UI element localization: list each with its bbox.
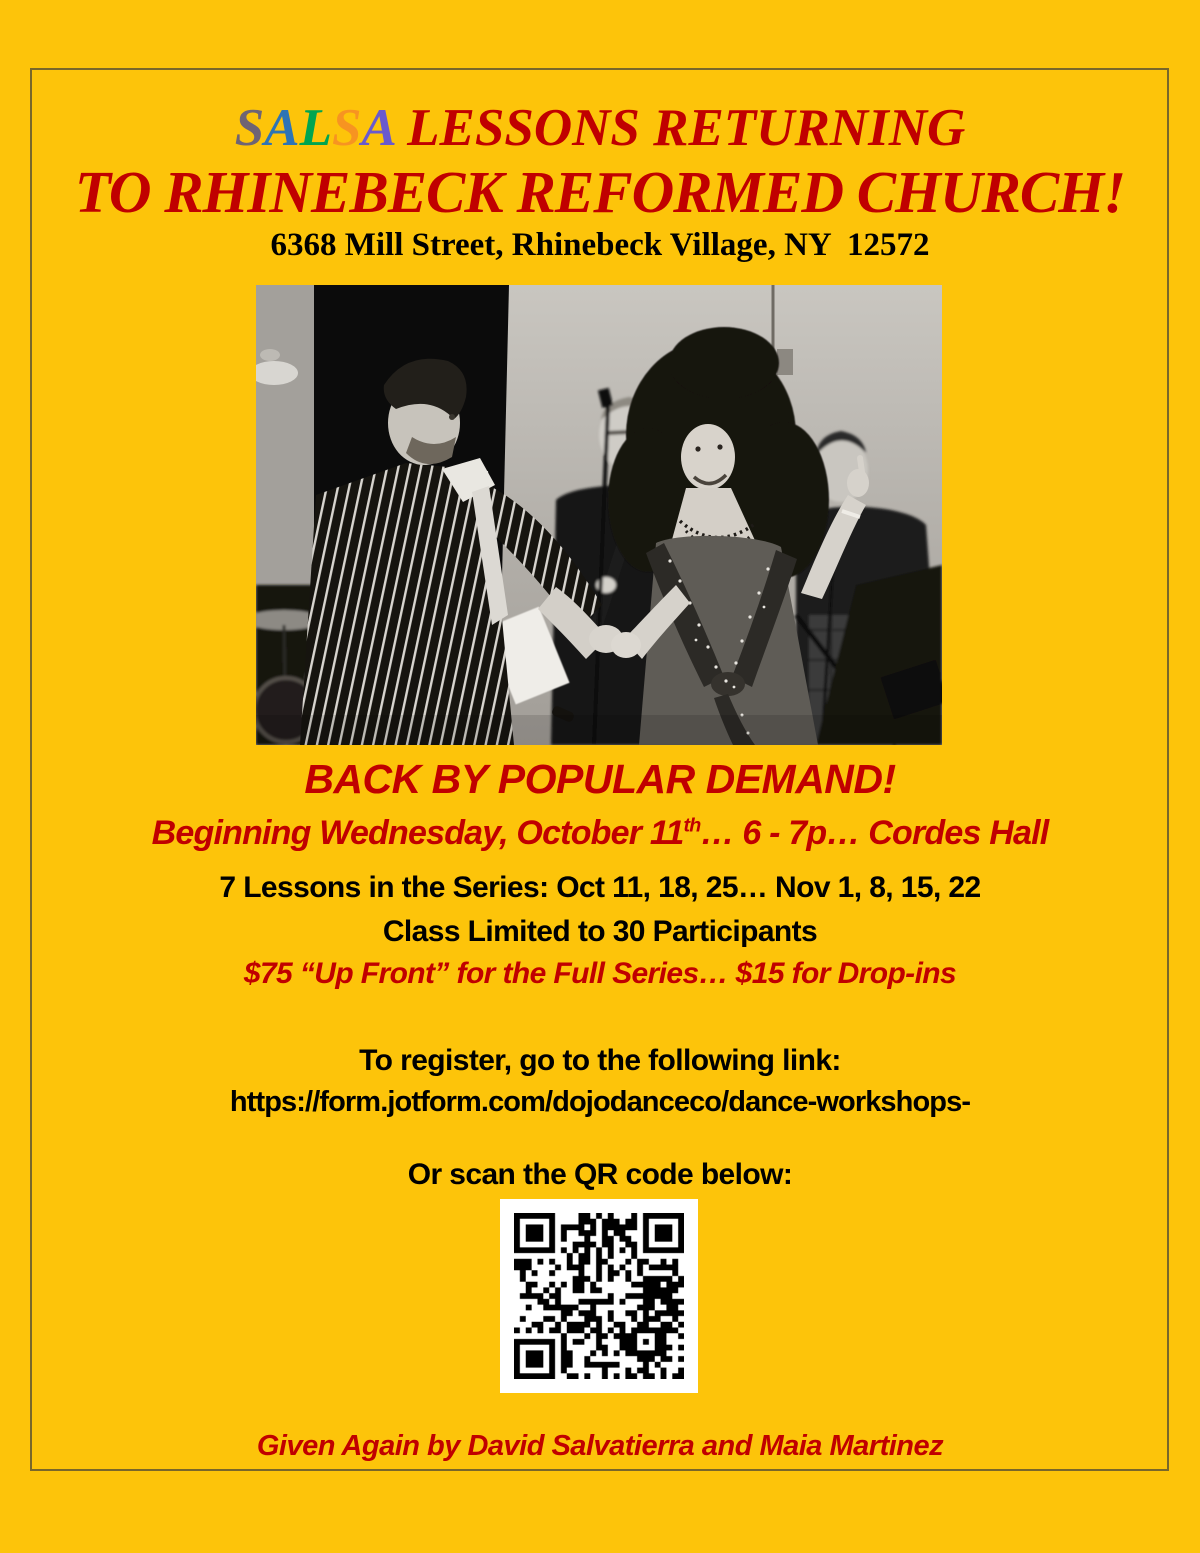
- qr-code: [500, 1199, 698, 1393]
- schedule-suffix: … 6 - 7p… Cordes Hall: [700, 814, 1049, 852]
- schedule-line: [0, 814, 1200, 853]
- series-dates-line: 7 Lessons in the Series: Oct 11, 18, 25… Nov 1, 8, 15, 22: [219, 871, 981, 904]
- register-instruction: To register, go to the following link:: [359, 1044, 841, 1077]
- flyer-title-line2: TO RHINEBECK REFORMED CHURCH!: [74, 159, 1126, 225]
- salsa-word: SALSA: [234, 99, 394, 157]
- venue-address: 6368 Mill Street, Rhinebeck Village, NY 12572: [270, 227, 930, 263]
- credit-line: Given Again by David Salvatierra and Maia Martinez: [256, 1430, 944, 1462]
- qr-code-pattern: [514, 1213, 684, 1379]
- dance-photo-illustration: [256, 285, 942, 745]
- dance-photo: [256, 285, 942, 745]
- schedule-prefix: Beginning Wednesday, October 11: [151, 814, 684, 852]
- title-line1-rest: LESSONS RETURNING: [393, 99, 966, 157]
- qr-instruction: Or scan the QR code below:: [407, 1158, 793, 1191]
- price-line: $75 “Up Front” for the Full Series… $15 for Drop-ins: [243, 957, 957, 990]
- flyer-title-line1: [0, 98, 1200, 158]
- class-limit-line: Class Limited to 30 Participants: [382, 915, 818, 948]
- registration-link[interactable]: https://form.jotform.com/dojodanceco/dance-workshops-: [229, 1086, 971, 1118]
- headline: BACK BY POPULAR DEMAND!: [304, 756, 896, 802]
- schedule-superscript: th: [683, 814, 701, 837]
